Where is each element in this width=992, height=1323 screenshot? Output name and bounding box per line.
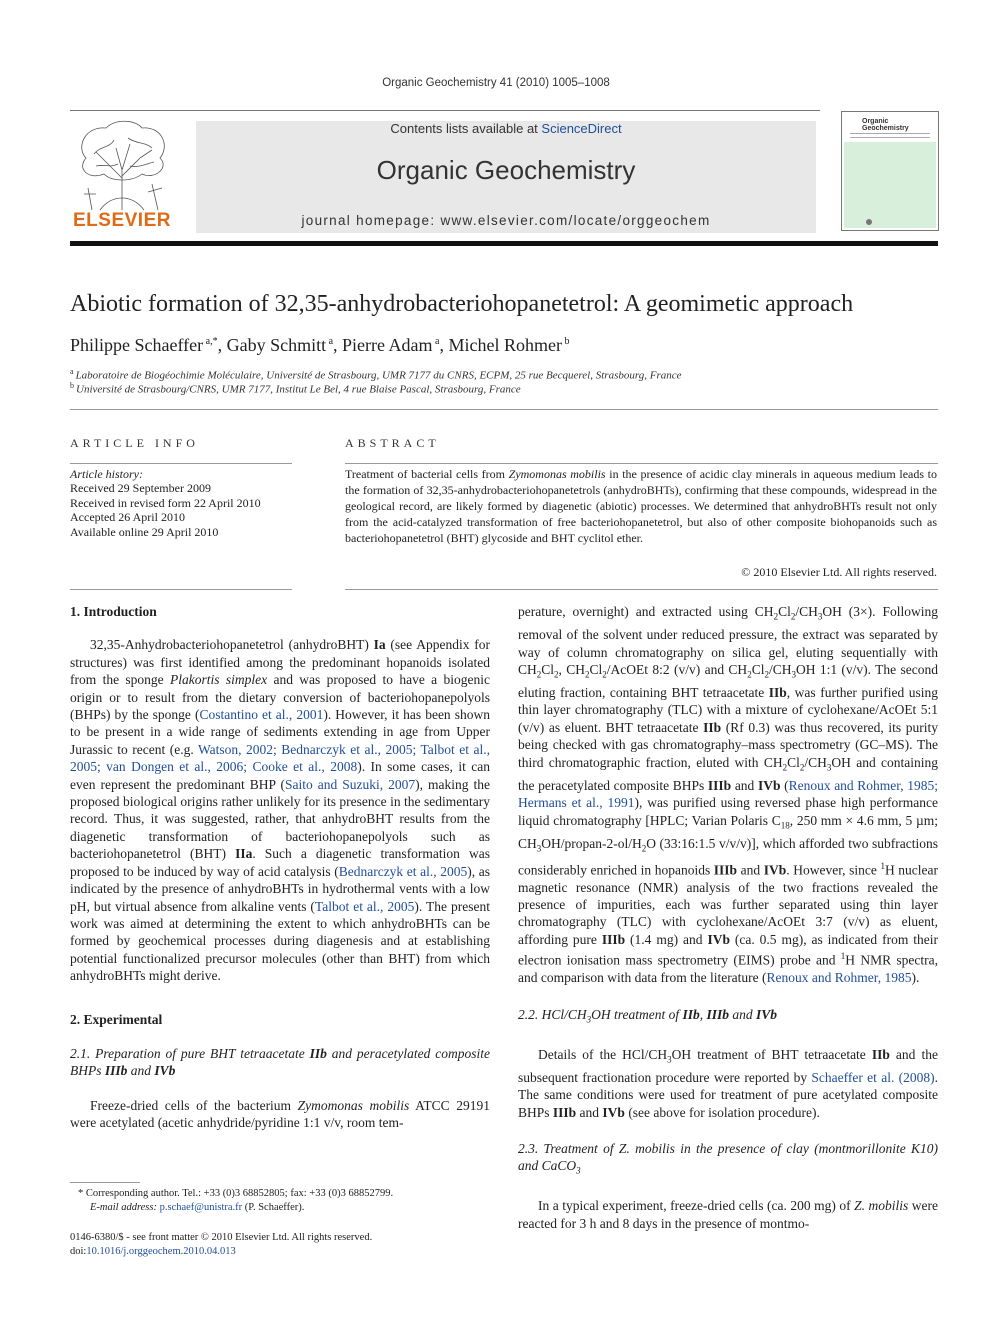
divider [345, 589, 938, 590]
journal-homepage[interactable]: journal homepage: www.elsevier.com/locate/orggeochem [301, 213, 711, 228]
corresponding-author-note: * Corresponding author. Tel.: +33 (0)3 68852805; fax: +33 (0)3 68852799. [78, 1188, 394, 1199]
cover-title-line2: Geochemistry [862, 125, 909, 132]
history-revised: Received in revised form 22 April 2010 [70, 495, 261, 510]
elsevier-logo [66, 118, 178, 236]
sciencedirect-link[interactable]: ScienceDirect [541, 121, 622, 136]
tree-icon [66, 118, 178, 214]
header-thick-rule [70, 241, 938, 246]
citation-link[interactable]: Talbot et al., 2005 [314, 898, 415, 914]
issn-line: 0146-6380/$ - see front matter © 2010 Elsevier Ltd. All rights reserved. [70, 1232, 373, 1243]
cover-seal-icon [866, 219, 872, 225]
right-column [518, 603, 938, 1232]
affiliation: $^b$ Université de Strasbourg/CNRS, UMR 7177, Institut Le Bel, 4 rue Blaise Pascal, Strasbourg, France [70, 381, 521, 396]
author-list: Philippe Schaeffer $^{a,*}$, Gaby Schmitt $^a$, Pierre Adam $^a$, Michel Rohmer $^b$ [70, 335, 570, 355]
article-title: Abiotic formation of 32,35-anhydrobacteriohopanetetrol: A geomimetic approach [70, 291, 854, 317]
cover-background [844, 114, 936, 228]
cover-title-line1: Organic [862, 118, 889, 125]
history-accepted: Accepted 26 April 2010 [70, 510, 185, 525]
email-link[interactable]: p.schaef@unistra.fr [159, 1201, 243, 1213]
citation-link[interactable]: Saito and Suzuki, 2007 [284, 776, 416, 792]
divider [70, 589, 292, 590]
abstract-copyright: © 2010 Elsevier Ltd. All rights reserved. [741, 565, 937, 579]
abstract-text: Treatment of bacterial cells from Zymomonas mobilis in the presence of acidic clay minerals in aqueous medium leads to the formation of 32,35-anhydrobacteriohopanetetrols (anhydroBHTs), confirming that these compounds, widespread in the geological record, are likely formed by diagenetic (abiotic) processes. We determined that anhydroBHTs result not only from the acid-catalyzed transformation of free bacteriohopanetetrol, but also of other composite biohopanoids such as bacteriohopanetetrol (BHT) glycoside and BHT cyclitol ether. [345, 467, 938, 545]
contents-line [196, 121, 816, 136]
subsection-heading-2-1: 2.1. Preparation of pure BHT tetraacetate IIb and peracetylated composite BHPs IIIb and IVb [70, 1045, 490, 1079]
citation-link[interactable]: Renoux and Rohmer, 1985 [766, 970, 912, 986]
affiliation: $^a$ Laboratoire de Biogéochimie Moléculaire, Université de Strasbourg, UMR 7177 du CNRS, ECPM, 25 rue Becquerel, Strasbourg, France [70, 367, 682, 382]
author-affiliation-mark: a [435, 336, 440, 347]
intro-paragraph: 32,35-Anhydrobacteriohopanetetrol (anhydroBHT) Ia (see Appendix for structures) was first identified among the predominant hopanoids isolated from the sponge Plakortis simplex and was proposed to have a biogenic origin or to result from the dietary conversion of bacteriohopanepolyols (BHPs) by the sponge (Costantino et al., 2001). However, it has been shown to be present in a wide range of sediments extending in age from Upper Jurassic to recent (e.g. Watson, 2002; Bednarczyk et al., 2005; Talbot et al., 2005; van Dongen et al., 2006; Cooke et al., 2008). In some cases, it can even represent the predominant BHP (Saito and Suzuki, 2007), making the proposed biological origins rather unlikely for its presence in the sedimentary record. Thus, it was suggested, rather, that anhydroBHT results from the diagenetic transformation of bacteriohopanepolyols such as bacteriohopanetetrol (BHT) IIa. Such a diagenetic transformation was proposed to be induced by way of acid catalysis (Bednarczyk et al., 2005), as indicated by the presence of anhydroBHTs in hydrothermal vents with a low pH, but virtual absence from alkaline vents (Talbot et al., 2005). The present work was aimed at determining the extent to which anhydroBHTs can be formed by geochemical processes during diagenesis and at establishing potential functionalized precursor molecules (other than BHT) from which anhydroBHTs might derive. [70, 637, 491, 984]
methods-paragraph: In a typical experiment, freeze-dried cells (ca. 200 mg) of Z. mobilis were reacted for 3 h and 8 days in the presence of montmo- [518, 1198, 938, 1231]
divider [70, 409, 938, 410]
footnotes [70, 1187, 490, 1215]
author-name[interactable]: Michel Rohmer [448, 335, 562, 355]
history-received: Received 29 September 2009 [70, 481, 211, 496]
history-online: Available online 29 April 2010 [70, 524, 219, 539]
left-column [70, 603, 490, 1132]
elsevier-wordmark: ELSEVIER [73, 210, 171, 231]
citation-link[interactable]: Watson, 2002; Bednarczyk et al., 2005; Talbot et al., 2005; van Dongen et al., 2006; Cooke et al., 2008 [70, 741, 490, 775]
doi-link[interactable]: 10.1016/j.orggeochem.2010.04.013 [86, 1246, 236, 1257]
journal-title: Organic Geochemistry [376, 155, 636, 185]
subsection-heading-2-2: 2.2. HCl/$CH_3OH$ treatment of IIb, IIIb and IVb [518, 1006, 778, 1025]
cover-title [862, 118, 909, 132]
author-name[interactable]: Philippe Schaeffer [70, 335, 204, 355]
contents-prefix: Contents lists available at [390, 121, 542, 136]
divider [345, 463, 938, 464]
issn-doi [70, 1231, 490, 1259]
cover-header [844, 114, 936, 142]
history-label: Article history: [70, 467, 143, 481]
abstract-heading: ABSTRACT [345, 436, 440, 450]
author-affiliation-mark: b [564, 336, 570, 347]
methods-paragraph: Details of the HCl/$CH_3OH$ treatment of BHT tetraacetate IIb and the subsequent fractionation procedure were reported by Schaeffer et al. (2008). The same conditions were used for treatment of pure acetylated composite BHPs IIIb and IVb (see above for isolation procedure). [518, 1046, 938, 1120]
email-note: E-mail address: p.schaef@unistra.fr (P. Schaeffer). [90, 1201, 305, 1213]
section-heading-experimental: 2. Experimental [70, 1011, 163, 1027]
author-affiliation-mark: a [328, 336, 334, 347]
citation-link[interactable]: Schaeffer et al. (2008) [811, 1069, 935, 1085]
author-name[interactable]: Pierre Adam [342, 335, 433, 355]
doi-line: doi:10.1016/j.orggeochem.2010.04.013 [70, 1246, 236, 1257]
experimental-paragraph: Freeze-dried cells of the bacterium Zymomonas mobilis ATCC 29191 were acetylated (acetic anhydride/pyridine 1:1 v/v, room tem- [70, 1097, 490, 1131]
article-history [70, 467, 300, 539]
citation-link[interactable]: Costantino et al., 2001 [199, 707, 324, 723]
citation-link[interactable]: Renoux and Rohmer, 1985; Hermans et al., 1991 [518, 777, 938, 811]
header-rule [70, 110, 820, 111]
journal-citation: Organic Geochemistry 41 (2010) 1005–1008 [382, 77, 610, 89]
citation-link[interactable]: Bednarczyk et al., 2005 [338, 863, 468, 879]
article-info-heading: ARTICLE INFO [70, 436, 199, 450]
section-heading-introduction: 1. Introduction [70, 604, 157, 619]
subsection-heading-2-3: 2.3. Treatment of Z. mobilis in the presence of clay (montmorillonite K10) and CaCO$_3$ [518, 1140, 938, 1177]
author-name[interactable]: Gaby Schmitt [226, 335, 327, 355]
divider [70, 463, 292, 464]
methods-paragraph: perature, overnight) and extracted using $CH_2Cl_2/CH_3OH$ (3×). Following removal of the solvent under reduced pressure, the extract was separated by way of column chromatography on silica gel, eluting sequentially with $CH_2Cl_2$, $CH_2Cl_2$/AcOEt 8:2 (v/v) and $CH_2Cl_2/CH_3OH$ 1:1 (v/v). The second eluting fraction, containing BHT tetraacetate IIb, was further purified using thin layer chromatography (TLC) with a mixture of cyclohexane/AcOEt 5:1 (v/v) as eluent. BHT tetraacetate IIb (Rf 0.3) was thus recovered, its purity being checked with gas chromatography–mass spectrometry (GC–MS). The third chromatographic fraction, eluted with $CH_2Cl_2/CH_3OH$ and containing the peracetylated composite BHPs IIIb and IVb (Renoux and Rohmer, 1985; Hermans et al., 1991), was purified using reversed phase high performance liquid chromatography [HPLC; Varian Polaris $C_{18}$, 250 mm × 4.6 mm, 5 µm; $CH_3OH/propan-2-ol/H_2O$ (33:16:1.5 v/v/v)], which afforded two subfractions considerably enriched in hopanoids IIIb and IVb. However, since $^1$H nuclear magnetic resonance (NMR) analysis of the two fractions revealed the presence of impurities, each was further separated using thin layer chromatography (TLC) with cyclohexane/AcOEt 3:7 (v/v) as eluent, affording pure IIIb (1.4 mg) and IVb (ca. 0.5 mg), as indicated from their electron ionisation mass spectrometry (EIMS) probe and $^1$H NMR spectra, and comparison with data from the literature (Renoux and Rohmer, 1985). [518, 604, 939, 986]
author-affiliation-mark: a,* [205, 336, 218, 347]
cover-rules [850, 133, 930, 138]
journal-cover-thumbnail [841, 111, 939, 231]
footnote-rule [70, 1182, 140, 1183]
